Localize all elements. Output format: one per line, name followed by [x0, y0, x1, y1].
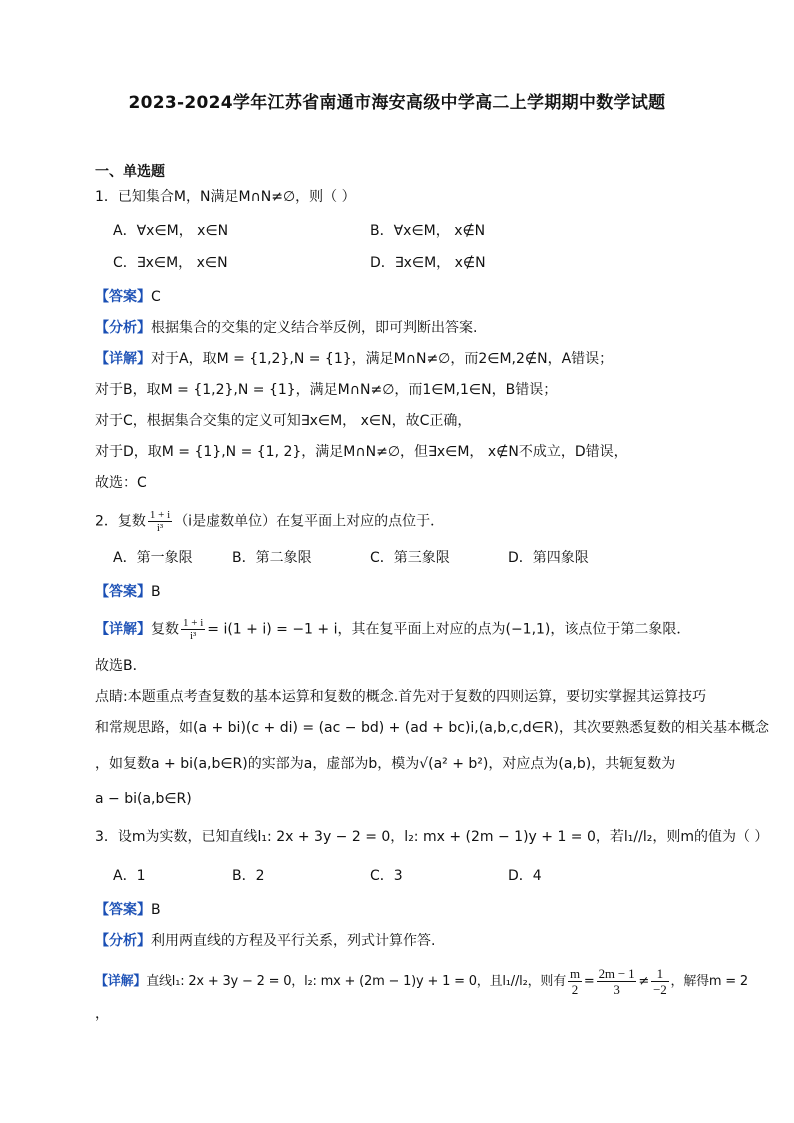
- answer-tag: 【答案】: [95, 902, 151, 918]
- q1-analysis: [95, 318, 477, 338]
- q3-fraction-2: [597, 966, 637, 997]
- q2-note-3: ，如复数a + bi(a,b∈R)的实部为a，虚部为b，模为√(a² + b²)，对应点为(a,b)，共轭复数为: [95, 756, 676, 772]
- q1-option-d: D．∃x∈M， x∉N: [370, 255, 486, 271]
- q3-analysis: [95, 931, 435, 951]
- q2-stem: [95, 509, 444, 534]
- q1-option-a: A．∀x∈M， x∈N: [113, 223, 229, 239]
- q2-option-b: B．第二象限: [232, 550, 312, 566]
- q1-answer-value: C: [151, 289, 161, 305]
- q3-detail: [95, 966, 748, 997]
- q3-f3-den: −2: [653, 982, 667, 997]
- q2-answer-value: B: [151, 584, 161, 600]
- q1-detail-1: [95, 349, 613, 369]
- q2-fraction: [148, 509, 172, 534]
- q3-fraction-1: [568, 966, 582, 997]
- detail-tag: 【详解】: [95, 974, 147, 989]
- q1-option-c: C．∃x∈M， x∈N: [113, 255, 228, 271]
- q3-answer-value: B: [151, 902, 161, 918]
- q2-stem-post: （i是虚数单位）在复平面上对应的点位于．: [174, 513, 445, 530]
- q3-fraction-3: [651, 966, 668, 997]
- q2-detail: [95, 617, 690, 642]
- answer-tag: 【答案】: [95, 584, 151, 600]
- q2-detail-frac-num: 1 + i: [183, 617, 204, 629]
- q3-neq: ≠: [638, 974, 650, 989]
- q3-detail-pre: 直线l₁: 2x + 3y − 2 = 0，l₂: mx + (2m − 1)y + 1 = 0，且l₁//l₂，则有: [146, 974, 566, 989]
- detail-tag: 【详解】: [95, 621, 151, 638]
- q2-detail-frac-den: i³: [189, 630, 197, 642]
- q2-note-4: a − bi(a,b∈R): [95, 791, 192, 807]
- q3-detail-post: ，解得m = 2: [670, 974, 749, 989]
- q2-note-2: 和常规思路，如(a + bi)(c + di) = (ac − bd) + (ad + bc)i,(a,b,c,d∈R)，其次要熟悉复数的相关基本概念: [95, 720, 769, 736]
- q3-f2-den: 3: [613, 982, 620, 997]
- q2-note-1: 点睛:本题重点考查复数的基本运算和复数的概念.首先对于复数的四则运算，要切实掌握其运算技巧: [95, 689, 707, 705]
- q2-final: 故选B．: [95, 658, 147, 674]
- q1-final: 故选：C: [95, 475, 147, 491]
- q2-detail-post: = i(1 + i) = −1 + i，其在复平面上对应的点为(−1,1)，该点位于第二象限．: [207, 621, 691, 638]
- q2-stem-pre: 2．复数: [95, 513, 146, 530]
- q3-f1-den: 2: [571, 982, 579, 997]
- detail-tag: 【详解】: [95, 351, 151, 367]
- page-title: 2023-2024学年江苏省南通市海安高级中学高二上学期期中数学试题: [128, 93, 666, 113]
- q1-detail-2: 对于B，取M = {1,2},N = {1}，满足M∩N≠∅，而1∈M,1∈N，B错误；: [95, 382, 558, 398]
- q3-option-b: B．2: [232, 868, 265, 884]
- q1-option-b: B．∀x∈M， x∉N: [370, 223, 486, 239]
- q1-detail-3: 对于C，根据集合交集的定义可知∃x∈M， x∈N，故C正确，: [95, 413, 472, 429]
- q2-frac-num: 1 + i: [149, 509, 171, 521]
- q3-analysis-text: 利用两直线的方程及平行关系，列式计算作答.: [151, 933, 436, 949]
- q2-option-d: D．第四象限: [508, 550, 589, 566]
- q2-detail-fraction: [181, 617, 205, 642]
- q2-option-a: A．第一象限: [113, 550, 193, 566]
- q3-f2-num: 2m − 1: [598, 966, 635, 981]
- q2-detail-pre: 复数: [151, 621, 179, 638]
- q3-stem: 3．设m为实数，已知直线l₁: 2x + 3y − 2 = 0，l₂: mx + (2m − 1)y + 1 = 0，若l₁//l₂，则m的值为（ ）: [95, 829, 769, 845]
- answer-tag: 【答案】: [95, 289, 151, 305]
- q3-trailing-comma: ，: [95, 1006, 109, 1022]
- analysis-tag: 【分析】: [95, 320, 151, 336]
- q1-answer: [95, 287, 161, 307]
- q2-frac-den: i³: [156, 522, 164, 534]
- q2-option-c: C．第三象限: [370, 550, 450, 566]
- q2-answer: [95, 582, 161, 602]
- q3-option-a: A．1: [113, 868, 146, 884]
- q3-option-d: D．4: [508, 868, 542, 884]
- q3-f1-num: m: [570, 966, 580, 981]
- q3-f3-num: 1: [651, 966, 668, 982]
- analysis-tag: 【分析】: [95, 933, 151, 949]
- q1-stem: 1．已知集合M，N满足M∩N≠∅，则（ ）: [95, 189, 356, 205]
- q3-eq: =: [583, 974, 595, 989]
- q1-analysis-text: 根据集合的交集的定义结合举反例，即可判断出答案.: [151, 320, 478, 336]
- q1-detail-1-text: 对于A，取M = {1,2},N = {1}，满足M∩N≠∅，而2∈M,2∉N，A错误；: [151, 351, 614, 367]
- q3-option-c: C．3: [370, 868, 403, 884]
- q1-detail-4: 对于D，取M = {1},N = {1, 2}，满足M∩N≠∅，但∃x∈M， x∉N不成立，D错误，: [95, 444, 628, 460]
- q3-answer: [95, 900, 161, 920]
- section-heading: 一、单选题: [95, 164, 165, 180]
